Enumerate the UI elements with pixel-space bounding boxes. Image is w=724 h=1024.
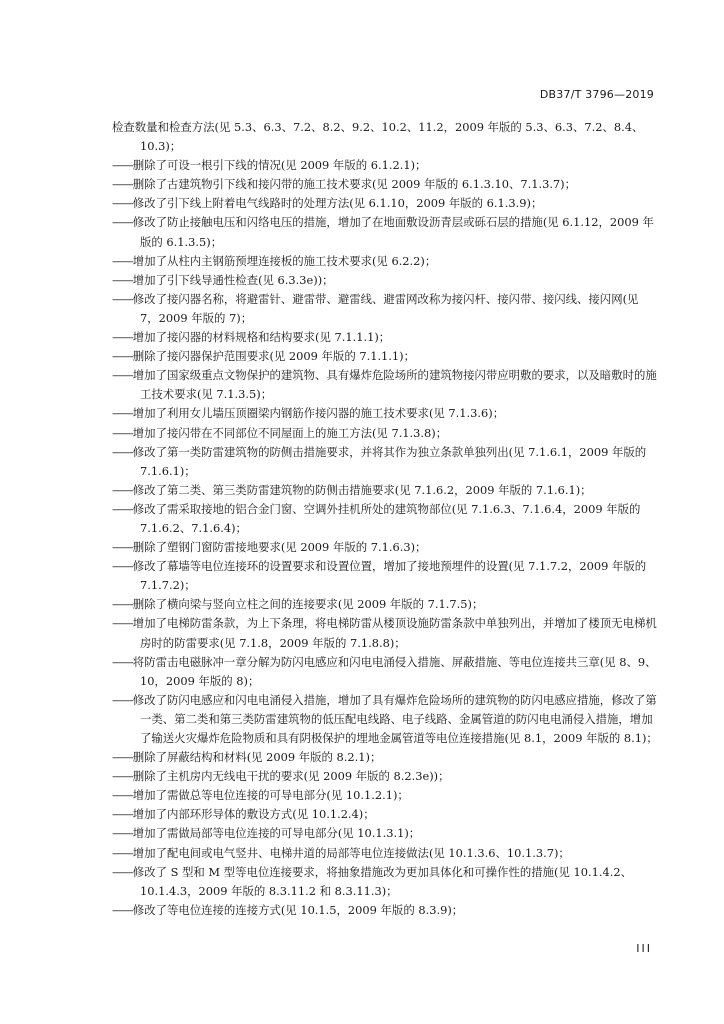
item-dash: —— [112,692,133,707]
item-dash: —— [112,330,133,345]
item-dash: —— [112,902,133,917]
item-dash: —— [112,158,133,173]
item-text: 删除了可设一根引下线的情况(见 2009 年版的 6.1.2.1)； [132,158,427,173]
change-list-item [112,824,658,843]
item-text: 删除了接闪器保护范围要求(见 2009 年版的 7.1.1.1)； [132,349,416,364]
item-dash: —— [112,406,133,421]
change-list-item [112,156,658,175]
change-list [112,118,658,920]
item-text: 修改了第二类、第三类防雷建筑物的防侧击措施要求(见 7.1.6.2，2009 年版的 7.1.6.1)； [132,482,592,497]
change-list-item [112,404,658,423]
item-dash: —— [112,788,133,803]
change-list-item [112,614,658,652]
item-dash: —— [112,654,133,669]
change-list-item [112,194,658,213]
item-dash: —— [112,769,133,784]
change-list-item [112,500,658,538]
change-list-item [112,653,658,691]
item-dash: —— [112,291,133,306]
item-text: 增加了电梯防雷条款，为上下条理，将电梯防雷从楼顶设施防雷条款中单独列出，并增加了楼顶无电梯机房时的防雷要求(见 7.1.8，2009 年版的 7.1.8.8)； [132,616,657,650]
change-list-item [112,767,658,786]
change-list-item [112,118,658,156]
change-list-item [112,347,658,366]
item-text: 删除了横向梁与竖向立柱之间的连接要求(见 2009 年版的 7.1.7.5)； [132,597,484,612]
item-dash: —— [112,368,133,383]
item-dash: —— [112,272,133,287]
change-list-item [112,175,658,194]
change-list-item [112,557,658,595]
item-text: 将防雷击电磁脉冲一章分解为防闪电感应和闪电电涌侵入措施、屏蔽措施、等电位连接共三章(见 8、9、10，2009 年版的 8)； [132,654,657,688]
item-dash: —— [112,349,133,364]
item-dash: —— [112,826,133,841]
item-text: 增加了内部环形导体的敷设方式(见 10.1.2.4)； [132,807,375,822]
page-number: III [636,942,652,955]
item-dash: —— [112,845,133,860]
item-text: 修改了 S 型和 M 型等电位连接要求，将抽象措施改为更加具体化和可操作性的措施(见 10.1.4.2、10.1.4.3，2009 年版的 8.3.11.2 和 8.3.11.3)； [132,864,632,898]
change-list-item [112,786,658,805]
item-text: 修改了防闪电感应和闪电电涌侵入措施，增加了具有爆炸危险场所的建筑物的防闪电感应措施，修改了第一类、第二类和第三类防雷建筑物的低压配电线路、电子线路、金属管道的防闪电电涌侵入措施，增加了输送火灾爆炸危险物质和具有阴极保护的埋地金属管道等电位连接措施(见 8.1，2009 年版的 8.1)； [132,692,658,745]
item-dash: —— [112,425,133,440]
change-list-item [112,213,658,251]
change-list-item [112,863,658,901]
item-text: 修改了需采取接地的铝合金门窗、空调外挂机所处的建筑物部位(见 7.1.6.3、7.1.6.4，2009 年版的 7.1.6.2、7.1.6.4)； [132,501,641,535]
item-text: 修改了等电位连接的连接方式(见 10.1.5，2009 年版的 8.3.9)； [132,902,464,917]
item-text: 修改了幕墙等电位连接环的设置要求和设置位置，增加了接地预埋件的设置(见 7.1.7.2，2009 年版的 7.1.7.2)； [132,559,647,593]
item-dash: —— [112,540,133,555]
change-list-item [112,805,658,824]
item-text: 增加了接闪器的材料规格和结构要求(见 7.1.1.1)； [132,330,391,345]
standard-code: DB37/T 3796—2019 [539,88,654,101]
change-list-item [112,252,658,271]
item-text: 删除了古建筑物引下线和接闪带的施工技术要求(见 2009 年版的 6.1.3.10、7.1.3.7)； [132,177,577,192]
change-list-item [112,290,658,328]
item-text: 增加了接闪带在不同部位不同屋面上的施工方法(见 7.1.3.8)； [132,425,448,440]
item-text: 删除了主机房内无线电干扰的要求(见 2009 年版的 8.2.3e))； [132,769,450,784]
change-list-item [112,748,658,767]
change-list-item [112,901,658,920]
item-dash: —— [112,597,133,612]
change-list-item [112,271,658,290]
item-dash: —— [112,616,133,631]
item-dash: —— [112,482,133,497]
item-dash: —— [112,253,133,268]
change-list-item [112,595,658,614]
item-dash: —— [112,559,133,574]
item-text: 增加了需做总等电位连接的可导电部分(见 10.1.2.1)； [132,788,409,803]
change-list-item [112,424,658,443]
item-text: 增加了从柱内主钢筋预埋连接板的施工技术要求(见 6.2.2)； [132,253,437,268]
item-dash: —— [112,750,133,765]
change-list-item [112,366,658,404]
item-text: 增加了利用女儿墙压顶圈梁内钢筋作接闪器的施工技术要求(见 7.1.3.6)； [132,406,505,421]
item-dash: —— [112,501,133,516]
item-text: 增加了需做局部等电位连接的可导电部分(见 10.1.3.1)； [132,826,421,841]
change-list-item [112,481,658,500]
item-dash: —— [112,444,133,459]
item-text: 增加了国家级重点文物保护的建筑物、具有爆炸危险场所的建筑物接闪带应明敷的要求，以及暗敷时的施工技术要求(见 7.1.3.5)； [132,368,657,402]
item-dash: —— [112,215,133,230]
item-text: 增加了引下线导通性检查(见 6.3.3e))； [132,272,334,287]
item-dash: —— [112,177,133,192]
change-list-item [112,691,658,748]
item-text: 修改了第一类防雷建筑物的防侧击措施要求，并将其作为独立条款单独列出(见 7.1.6.1，2009 年版的 7.1.6.1)； [132,444,647,478]
item-dash: —— [112,864,133,879]
change-list-item [112,443,658,481]
item-text: 修改了防止接触电压和闪络电压的措施，增加了在地面敷设沥青层或砾石层的措施(见 6.1.12，2009 年版的 6.1.3.5)； [132,215,654,249]
item-dash: —— [112,196,133,211]
change-list-item [112,844,658,863]
change-list-item [112,328,658,347]
item-text: 修改了接闪器名称，将避雷针、避雷带、避雷线、避雷网改称为接闪杆、接闪带、接闪线、接闪网(见 7，2009 年版的 7)； [132,291,639,325]
item-text: 增加了配电间或电气竖井、电梯井道的局部等电位连接做法(见 10.1.3.6、10.1.3.7)； [132,845,570,860]
item-text: 删除了屏蔽结构和材料(见 2009 年版的 8.2.1)； [132,750,382,765]
item-text: 修改了引下线上附着电气线路时的处理方法(见 6.1.10，2009 年版的 6.1.3.9)； [132,196,543,211]
item-text: 检查数量和检查方法(见 5.3、6.3、7.2、8.2、9.2、10.2、11.2，2009 年版的 5.3、6.3、7.2、8.4、10.3)； [112,120,644,154]
item-text: 删除了塑钢门窗防雷接地要求(见 2009 年版的 7.1.6.3)； [132,540,427,555]
change-list-item [112,538,658,557]
item-dash: —— [112,807,133,822]
